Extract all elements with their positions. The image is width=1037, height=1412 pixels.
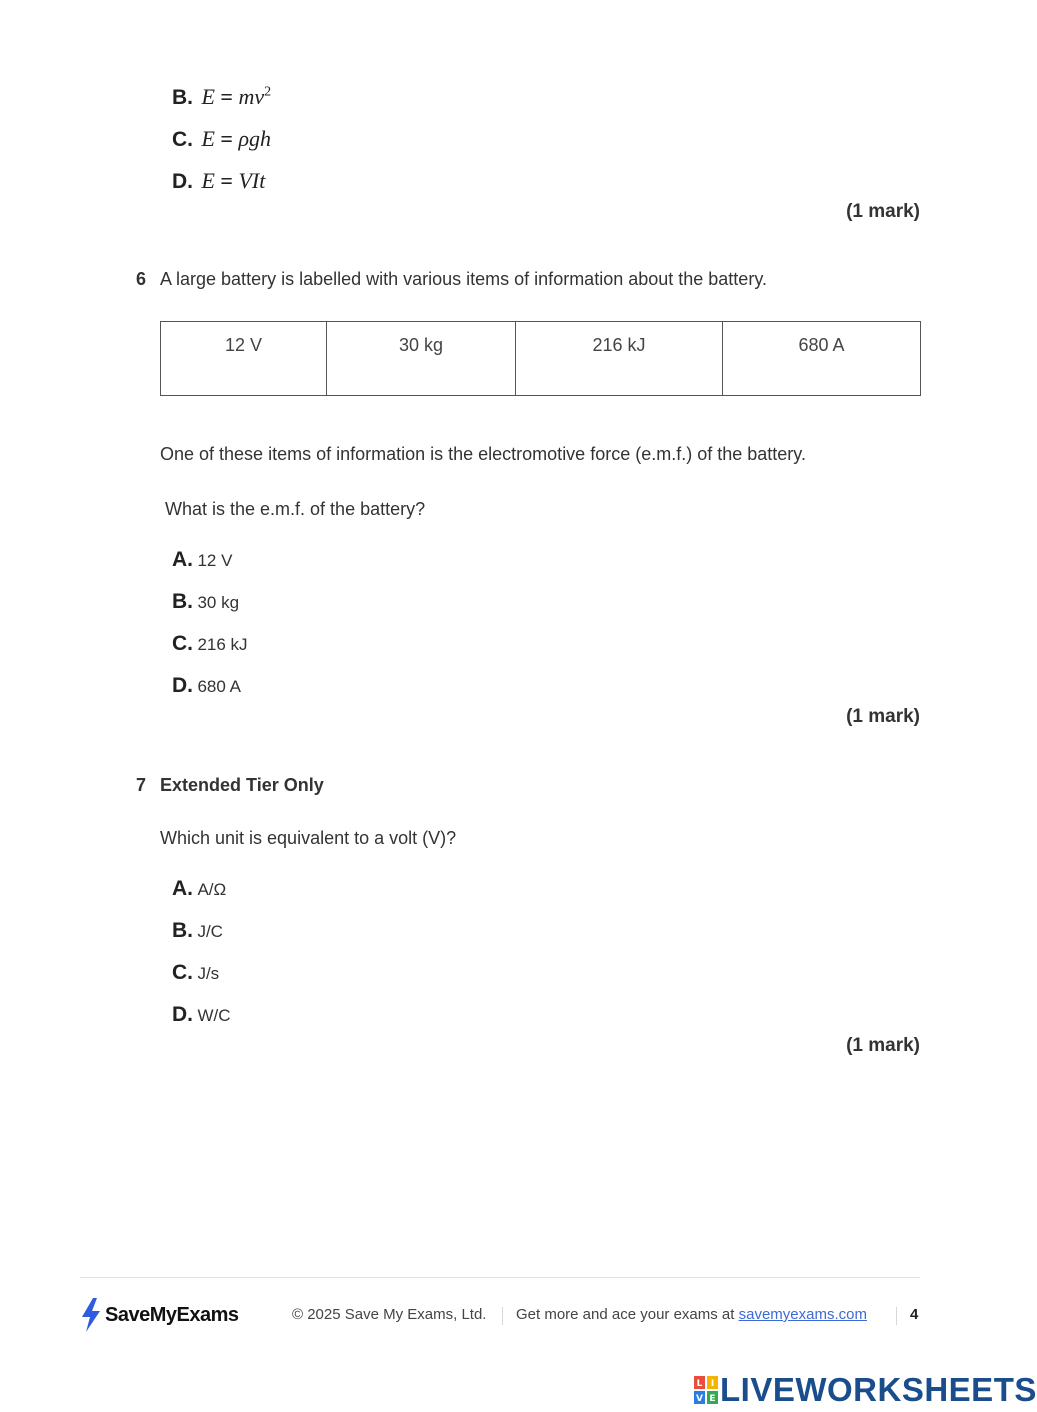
option-text: 216 kJ [197,635,248,654]
brand-logo[interactable] [80,1298,238,1332]
option-letter: B. [172,919,193,942]
footer-separator [502,1307,503,1325]
table-cell: 680 A [723,322,921,396]
table-cell: 12 V [161,322,327,396]
option-letter: B. [172,86,193,109]
q6-question: What is the e.m.f. of the battery? [165,499,426,519]
page-number: 4 [910,1306,919,1323]
badge-letter: I [710,1379,715,1389]
option-text: J/C [197,922,223,941]
q6-info: One of these items of information is the electromotive force (e.m.f.) of the battery. [160,444,806,464]
q7-option-a[interactable] [172,877,226,901]
q5-option-d[interactable] [172,168,265,194]
q5-option-c[interactable] [172,126,271,152]
badge-letter: E [709,1394,716,1404]
option-text: 12 V [197,551,233,570]
badge-letter: V [696,1394,703,1404]
option-text: 30 kg [197,593,240,612]
formula: E = VIt [201,168,266,193]
option-letter: C. [172,632,193,655]
lightning-bolt-icon [80,1298,102,1332]
option-letter: A. [172,548,193,571]
q7-mark: (1 mark) [846,1035,920,1056]
site-link[interactable]: savemyexams.com [738,1306,867,1323]
q6-option-a[interactable] [172,548,232,572]
q6-mark: (1 mark) [846,706,920,727]
footer-cta [516,1306,867,1323]
q7-option-d[interactable] [172,1003,231,1027]
option-letter: D. [172,674,193,697]
q7-option-c[interactable] [172,961,219,985]
q5-option-b[interactable] [172,84,271,110]
liveworksheets-watermark [694,1371,1037,1409]
watermark-text: LIVEWORKSHEETS [720,1371,1037,1408]
q6-stem: A large battery is labelled with various items of information about the battery. [160,269,767,289]
footer-separator [896,1307,897,1325]
q5-mark: (1 mark) [846,201,920,222]
q6-option-d[interactable] [172,674,241,698]
q7-question: Which unit is equivalent to a volt (V)? [160,828,457,848]
q7-tier-label: Extended Tier Only [160,775,324,795]
option-letter: C. [172,128,193,151]
q6-option-c[interactable] [172,632,248,656]
q7-number: 7 [136,775,147,795]
option-letter: C. [172,961,193,984]
table-cell: 30 kg [327,322,516,396]
formula: E = ρgh [201,126,272,151]
q6-option-b[interactable] [172,590,239,614]
liveworksheets-logo-icon [694,1376,718,1404]
option-text: 680 A [197,677,241,696]
copyright: © 2025 Save My Exams, Ltd. [292,1306,487,1323]
cta-text: Get more and ace your exams at [516,1306,739,1323]
badge-letter: L [696,1379,703,1389]
option-letter: D. [172,170,193,193]
battery-info-table [160,321,921,396]
q7-option-b[interactable] [172,919,223,943]
footer-divider [80,1277,920,1278]
option-letter: A. [172,877,193,900]
option-letter: D. [172,1003,193,1026]
brand-name: SaveMyExams [105,1303,239,1326]
table-cell: 216 kJ [516,322,723,396]
option-letter: B. [172,590,193,613]
q6-number: 6 [136,269,147,289]
option-text: A/Ω [197,880,227,899]
option-text: W/C [197,1006,231,1025]
formula: $E = mv^2$ [201,84,272,109]
option-text: J/s [197,964,220,983]
